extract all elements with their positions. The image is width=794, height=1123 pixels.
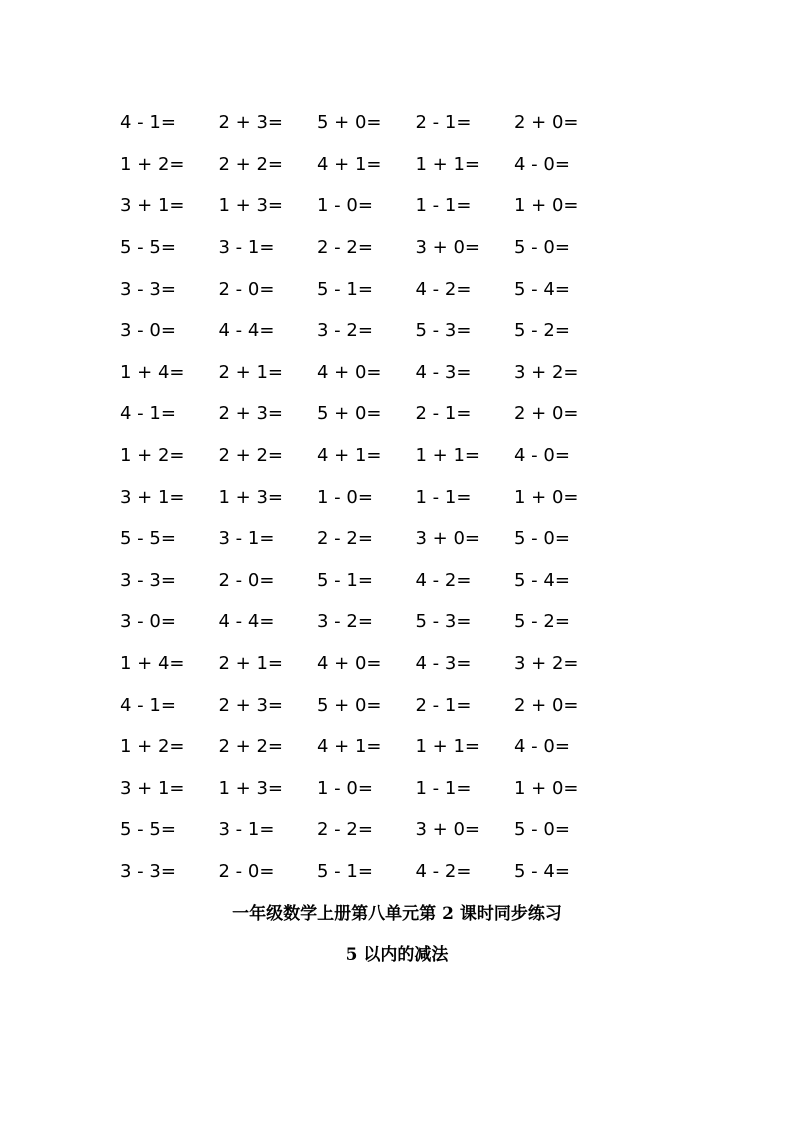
- arithmetic-problem: 1 + 2=: [120, 736, 185, 758]
- arithmetic-problem: 5 - 0=: [514, 528, 570, 550]
- arithmetic-problem: 1 - 0=: [317, 777, 373, 799]
- problem-row: [120, 435, 620, 477]
- problem-row: [120, 102, 620, 144]
- arithmetic-problem: 4 - 3=: [415, 653, 472, 675]
- arithmetic-problem: 4 - 0=: [514, 445, 570, 467]
- arithmetic-problem: 1 + 3=: [218, 195, 284, 217]
- worksheet-title: 一年级数学上册第八单元第 2 课时同步练习: [232, 904, 562, 924]
- arithmetic-problem: 5 - 4=: [514, 278, 570, 300]
- arithmetic-problem: 3 - 1=: [218, 819, 275, 841]
- problem-row: [120, 227, 620, 269]
- arithmetic-problem: 3 - 3=: [120, 860, 176, 882]
- arithmetic-problem: 4 - 0=: [514, 153, 570, 175]
- arithmetic-problem: 1 + 0=: [514, 777, 579, 799]
- arithmetic-problem: 4 + 0=: [317, 653, 382, 675]
- problem-row: [120, 726, 620, 768]
- arithmetic-problem: 5 - 5=: [120, 237, 176, 259]
- arithmetic-problem: 1 + 1=: [415, 736, 481, 758]
- arithmetic-problem: 3 - 3=: [120, 278, 176, 300]
- arithmetic-problem: 5 - 5=: [120, 819, 176, 841]
- arithmetic-problem: 2 + 2=: [218, 153, 284, 175]
- problem-row: [120, 352, 620, 394]
- arithmetic-problem: 1 + 0=: [514, 195, 579, 217]
- problem-row: [120, 268, 620, 310]
- arithmetic-problem: 2 - 2=: [317, 819, 373, 841]
- arithmetic-problem: 3 + 1=: [120, 777, 185, 799]
- arithmetic-problem: 2 + 3=: [218, 403, 284, 425]
- problem-row: [120, 560, 620, 602]
- arithmetic-problem: 5 + 0=: [317, 403, 382, 425]
- problem-row: [120, 643, 620, 685]
- arithmetic-problem: 5 + 0=: [317, 694, 382, 716]
- arithmetic-problem: 2 - 0=: [218, 278, 275, 300]
- arithmetic-problem: 1 - 1=: [415, 195, 472, 217]
- problem-row: [120, 185, 620, 227]
- arithmetic-problem: 4 - 2=: [415, 278, 472, 300]
- arithmetic-problem: 1 + 3=: [218, 486, 284, 508]
- arithmetic-problem: 2 + 0=: [514, 694, 579, 716]
- arithmetic-problem: 1 + 0=: [514, 486, 579, 508]
- arithmetic-problem: 5 - 4=: [514, 860, 570, 882]
- arithmetic-problem: 4 - 2=: [415, 569, 472, 591]
- arithmetic-problem: 3 + 0=: [415, 237, 481, 259]
- arithmetic-problem: 2 + 3=: [218, 112, 284, 134]
- arithmetic-problem: 4 - 1=: [120, 112, 176, 134]
- arithmetic-problem: 5 - 4=: [514, 569, 570, 591]
- arithmetic-problem: 4 - 1=: [120, 403, 176, 425]
- arithmetic-problem: 5 - 0=: [514, 237, 570, 259]
- arithmetic-problem: 4 - 0=: [514, 736, 570, 758]
- arithmetic-problem: 4 - 3=: [415, 361, 472, 383]
- arithmetic-problem: 1 - 1=: [415, 777, 472, 799]
- arithmetic-problem: 1 - 1=: [415, 486, 472, 508]
- arithmetic-problem: 4 - 2=: [415, 860, 472, 882]
- arithmetic-problem-grid: [120, 102, 620, 892]
- arithmetic-problem: 3 - 2=: [317, 611, 373, 633]
- problem-row: [120, 684, 620, 726]
- arithmetic-problem: 2 + 0=: [514, 112, 579, 134]
- arithmetic-problem: 2 - 2=: [317, 237, 373, 259]
- arithmetic-problem: 5 + 0=: [317, 112, 382, 134]
- arithmetic-problem: 2 + 3=: [218, 694, 284, 716]
- arithmetic-problem: 3 - 2=: [317, 320, 373, 342]
- arithmetic-problem: 1 + 2=: [120, 153, 185, 175]
- arithmetic-problem: 3 + 0=: [415, 819, 481, 841]
- arithmetic-problem: 4 - 1=: [120, 694, 176, 716]
- arithmetic-problem: 4 - 4=: [218, 320, 275, 342]
- arithmetic-problem: 3 - 0=: [120, 320, 176, 342]
- arithmetic-problem: 2 - 2=: [317, 528, 373, 550]
- arithmetic-problem: 2 + 2=: [218, 736, 284, 758]
- arithmetic-problem: 5 - 5=: [120, 528, 176, 550]
- problem-row: [120, 393, 620, 435]
- problem-row: [120, 809, 620, 851]
- worksheet-subtitle: 5 以内的减法: [345, 945, 449, 965]
- arithmetic-problem: 2 + 1=: [218, 653, 284, 675]
- arithmetic-problem: 2 + 1=: [218, 361, 284, 383]
- problem-row: [120, 851, 620, 893]
- arithmetic-problem: 2 - 1=: [415, 112, 472, 134]
- arithmetic-problem: 3 - 1=: [218, 237, 275, 259]
- problem-row: [120, 768, 620, 810]
- arithmetic-problem: 1 + 1=: [415, 445, 481, 467]
- arithmetic-problem: 5 - 2=: [514, 320, 570, 342]
- arithmetic-problem: 3 + 1=: [120, 486, 185, 508]
- arithmetic-problem: 4 + 0=: [317, 361, 382, 383]
- arithmetic-problem: 5 - 3=: [415, 320, 472, 342]
- arithmetic-problem: 5 - 1=: [317, 278, 373, 300]
- arithmetic-problem: 2 - 1=: [415, 694, 472, 716]
- arithmetic-problem: 3 - 3=: [120, 569, 176, 591]
- arithmetic-problem: 2 - 0=: [218, 860, 275, 882]
- arithmetic-problem: 1 + 3=: [218, 777, 284, 799]
- arithmetic-problem: 1 + 4=: [120, 361, 185, 383]
- problem-row: [120, 310, 620, 352]
- arithmetic-problem: 3 + 1=: [120, 195, 185, 217]
- arithmetic-problem: 3 + 2=: [514, 361, 579, 383]
- arithmetic-problem: 2 + 0=: [514, 403, 579, 425]
- arithmetic-problem: 1 + 1=: [415, 153, 481, 175]
- arithmetic-problem: 3 - 1=: [218, 528, 275, 550]
- arithmetic-problem: 4 + 1=: [317, 153, 382, 175]
- arithmetic-problem: 3 + 2=: [514, 653, 579, 675]
- arithmetic-problem: 1 - 0=: [317, 195, 373, 217]
- problem-row: [120, 144, 620, 186]
- arithmetic-problem: 4 - 4=: [218, 611, 275, 633]
- arithmetic-problem: 3 + 0=: [415, 528, 481, 550]
- arithmetic-problem: 3 - 0=: [120, 611, 176, 633]
- arithmetic-problem: 2 + 2=: [218, 445, 284, 467]
- arithmetic-problem: 2 - 1=: [415, 403, 472, 425]
- arithmetic-problem: 5 - 3=: [415, 611, 472, 633]
- arithmetic-problem: 1 + 2=: [120, 445, 185, 467]
- problem-row: [120, 518, 620, 560]
- problem-row: [120, 601, 620, 643]
- arithmetic-problem: 5 - 1=: [317, 569, 373, 591]
- arithmetic-problem: 5 - 1=: [317, 860, 373, 882]
- arithmetic-problem: 4 + 1=: [317, 445, 382, 467]
- problem-row: [120, 476, 620, 518]
- arithmetic-problem: 1 + 4=: [120, 653, 185, 675]
- arithmetic-problem: 4 + 1=: [317, 736, 382, 758]
- arithmetic-problem: 5 - 0=: [514, 819, 570, 841]
- arithmetic-problem: 1 - 0=: [317, 486, 373, 508]
- arithmetic-problem: 5 - 2=: [514, 611, 570, 633]
- arithmetic-problem: 2 - 0=: [218, 569, 275, 591]
